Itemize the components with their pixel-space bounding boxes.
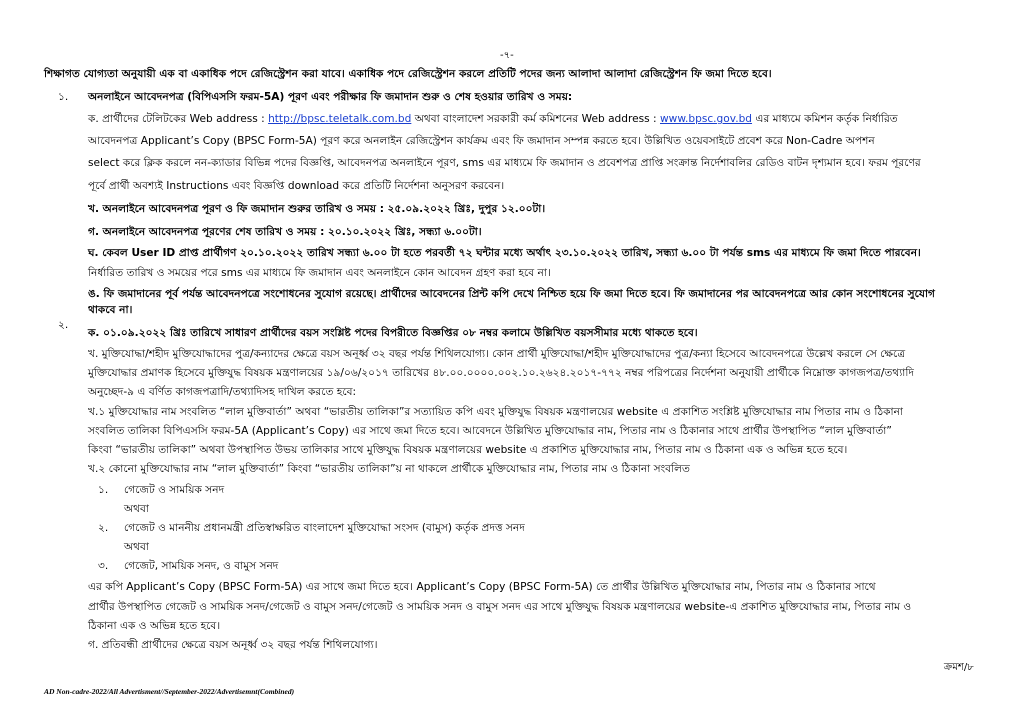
or-2: অথবা	[124, 541, 150, 553]
s1-ka-line-1: ক. প্রার্থীদের টেলিটকের Web address : http://bpsc.teletalk.com.bd অথবা বাংলাদেশ সরকারী কর্ম কমিশনের Web address : www.bpsc.gov.bd এর মাধ্যমে কমিশন কর্তৃক নির্ধারিত	[88, 113, 898, 125]
s2-para-line-2: প্রার্থীর উপস্থাপিত গেজেট ও সাময়িক সনদ/গেজেট ও বামুস সনদ/গেজেট ও সাময়িক সনদ ও বামুস সনদ এর সাথে মুক্তিযুদ্ধ বিষয়ক মন্ত্রণালয়ের website-এ প্রকাশিত মুক্তিযোদ্ধার নাম, পিতার নাম ও	[88, 601, 912, 613]
list-item-2-text: গেজেট ও মাননীয় প্রধানমন্ত্রী প্রতিস্বাক্ষরিত বাংলাদেশ মুক্তিযোদ্ধা সংসদ (বামুস) কর্তৃক প্রদত্ত সনদ	[124, 522, 525, 534]
list-item-2-number: ২.	[98, 522, 109, 534]
teletalk-link[interactable]: http://bpsc.teletalk.com.bd	[268, 113, 412, 125]
s1-ka-line-3: select করে ক্লিক করলে নন-ক্যাডার বিভিন্ন পদের বিজ্ঞপ্তি, আবেদনপত্র অনলাইনে পূরণ, sms এর মাধ্যমে ফি জমাদান ও প্রবেশপত্র প্রাপ্তি সংক্রান্ত নির্দেশাবলির রেডিও বাটন দৃশ্যমান হবে। ফরম পূরণের	[88, 157, 921, 169]
footer-reference: AD Non-cadre-2022/All Advertisment//September-2022/Advertisemnt(Combined)	[44, 687, 295, 696]
list-item-1-number: ১.	[98, 484, 109, 496]
intro-paragraph: শিক্ষাগত যোগ্যতা অনুযায়ী এক বা একাধিক পদে রেজিস্ট্রেশন করা যাবে। একাধিক পদে রেজিস্ট্রেশন করলে প্রতিটি পদের জন্য আলাদা আলাদা রেজিস্ট্রেশন ফি জমা দিতে হবে।	[44, 68, 772, 80]
s1-gha-line-2: নির্ধারিত তারিখ ও সময়ের পরে sms এর মাধ্যমে ফি জমাদান এবং অনলাইনে কোন আবেদন গ্রহণ করা হবে না।	[88, 267, 551, 279]
s1-uma-line-1: ঙ. ফি জমাদানের পূর্ব পর্যন্ত আবেদনপত্রে সংশোধনের সুযোগ রয়েছে। প্রার্থীদের আবেদনের প্রিন্ট কপি দেখে নিশ্চিত হয়ে ফি জমা দিতে হবে। ফি জমাদানের পর আবেদনপত্রে আর কোন সংশোধনের সুযোগ	[88, 288, 935, 300]
s1-ka-line-4: পূর্বে প্রার্থী অবশ্যই Instructions এবং বিজ্ঞপ্তি download করে প্রতিটি নির্দেশনা অনুসরণ করবেন।	[88, 180, 505, 192]
s1-kha: খ. অনলাইনে আবেদনপত্র পূরণ ও ফি জমাদান শুরুর তারিখ ও সময় : ২৫.০৯.২০২২ খ্রিঃ, দুপুর ১২.০০টা।	[88, 203, 546, 215]
s1-ka-line-2: আবেদনপত্র Applicant’s Copy (BPSC Form-5A) পূরণ করে অনলাইন রেজিস্ট্রেশন কার্যক্রম এবং ফি জমাদান সম্পন্ন করতে হবে। উল্লিখিত ওয়েবসাইটে প্রবেশ করে Non-Cadre অপশন	[88, 135, 875, 147]
bpsc-link[interactable]: www.bpsc.gov.bd	[660, 113, 753, 125]
s2-kha1-line-2: সংবলিত তালিকা বিপিএসসি ফরম-5A (Applicant’s Copy) এর সাথে জমা দিতে হবে। আবেদনে উল্লিখিত মুক্তিযোদ্ধার নাম, পিতার নাম ও ঠিকানার সাথে প্রার্থীর উপস্থাপিত “লাল মুক্তিবার্তা”	[88, 425, 892, 437]
list-item-3-text: গেজেট, সাময়িক সনদ, ও বামুস সনদ	[124, 560, 279, 572]
s2-kha-line-3: অনুচ্ছেদ-৯ এ বর্ণিত কাগজপত্রাদি/তথ্যাদিসহ দাখিল করতে হবে:	[88, 386, 357, 398]
list-item-3-number: ৩.	[98, 560, 109, 572]
s2-kha1-line-3: কিংবা “ভারতীয় তালিকা” অথবা উপস্থাপিত উভয় তালিকার সাথে মুক্তিযুদ্ধ বিষয়ক মন্ত্রণালয়ের website এ প্রকাশিত মুক্তিযোদ্ধার নাম, পিতার নাম ও ঠিকানা এক ও অভিন্ন হতে হবে।	[88, 444, 848, 456]
s2-kha2: খ.২ কোনো মুক্তিযোদ্ধার নাম “লাল মুক্তিবার্তা” কিংবা “ভারতীয় তালিকা”য় না থাকলে প্রার্থীকে মুক্তিযোদ্ধার নাম, পিতার নাম ও ঠিকানা সংবলিত	[88, 463, 690, 475]
section-1-number: ১.	[58, 91, 69, 103]
page-number: -৭-	[500, 50, 514, 61]
s2-kha1-line-1: খ.১ মুক্তিযোদ্ধার নাম সংবলিত “লাল মুক্তিবার্তা” অথবা “ভারতীয় তালিকা”র সত্যায়িত কপি এবং মুক্তিযুদ্ধ বিষয়ক মন্ত্রণালয়ের website এ প্রকাশিত সংশ্লিষ্ট মুক্তিযোদ্ধার নাম পিতার নাম ও ঠিকানা	[88, 406, 903, 418]
s1-ga: গ. অনলাইনে আবেদনপত্র পূরণের শেষ তারিখ ও সময় : ২০.১০.২০২২ খ্রিঃ, সন্ধ্যা ৬.০০টা।	[88, 226, 482, 238]
s1-uma-line-2: থাকবে না।	[88, 304, 133, 316]
or-1: অথবা	[124, 503, 150, 515]
s1-gha-line-1: ঘ. কেবল User ID প্রাপ্ত প্রার্থীগণ ২০.১০.২০২২ তারিখ সন্ধ্যা ৬.০০ টা হতে পরবর্তী ৭২ ঘন্টার মধ্যে অর্থাৎ ২৩.১০.২০২২ তারিখ, সন্ধ্যা ৬.০০ টা পর্যন্ত sms এর মাধ্যমে ফি জমা দিতে পারবেন।	[88, 247, 921, 259]
s2-kha-line-1: খ. মুক্তিযোদ্ধা/শহীদ মুক্তিযোদ্ধাদের পুত্র/কন্যাদের ক্ষেত্রে বয়স অনূর্ধ্ব ৩২ বছর পর্যন্ত শিথিলযোগ্য। কোন প্রার্থী মুক্তিযোদ্ধা/শহীদ মুক্তিযোদ্ধাদের পুত্র/কন্যা হিসেবে আবেদনপত্রে উল্লেখ করলে সে ক্ষেত্রে	[88, 348, 906, 360]
continued-marker: ক্রমশ/৮	[944, 662, 974, 673]
s2-ka: ক. ০১.০৯.২০২২ খ্রিঃ তারিখে সাধারণ প্রার্থীদের বয়স সংশ্লিষ্ট পদের বিপরীতে বিজ্ঞপ্তির ০৮ নম্বর কলামে উল্লিখিত বয়সসীমার মধ্যে থাকতে হবে।	[88, 327, 698, 339]
s2-ga: গ. প্রতিবন্ধী প্রার্থীদের ক্ষেত্রে বয়স অনূর্ধ্ব ৩২ বছর পর্যন্ত শিথিলযোগ্য।	[88, 639, 378, 651]
section-2-number: ২.	[58, 319, 69, 331]
section-1-title: অনলাইনে আবেদনপত্র (বিপিএসসি ফরম-5A) পূরণ এবং পরীক্ষার ফি জমাদান শুরু ও শেষ হওয়ার তারিখ ও সময়:	[88, 91, 573, 103]
s2-kha-line-2: মুক্তিযোদ্ধার প্রমাণক হিসেবে মুক্তিযুদ্ধ বিষয়ক মন্ত্রণালয়ের ১৯/০৬/২০১৭ তারিখের ৪৮.০০.০০০০.০০২.১০.২৬২৪.২০১৭-৭৭২ নম্বর পরিপত্রের নির্দেশনা অনুযায়ী প্রার্থীকে নিম্নোক্ত কাগজপত্র/তথ্যাদি	[88, 367, 914, 379]
list-item-1-text: গেজেট ও সাময়িক সনদ	[124, 484, 225, 496]
s2-para-line-1: এর কপি Applicant’s Copy (BPSC Form-5A) এর সাথে জমা দিতে হবে। Applicant’s Copy (BPSC Form-5A) তে প্রার্থীর উল্লিখিত মুক্তিযোদ্ধার নাম, পিতার নাম ও ঠিকানার সাথে	[88, 581, 876, 593]
s2-para-line-3: ঠিকানা এক ও অভিন্ন হতে হবে।	[88, 620, 221, 632]
